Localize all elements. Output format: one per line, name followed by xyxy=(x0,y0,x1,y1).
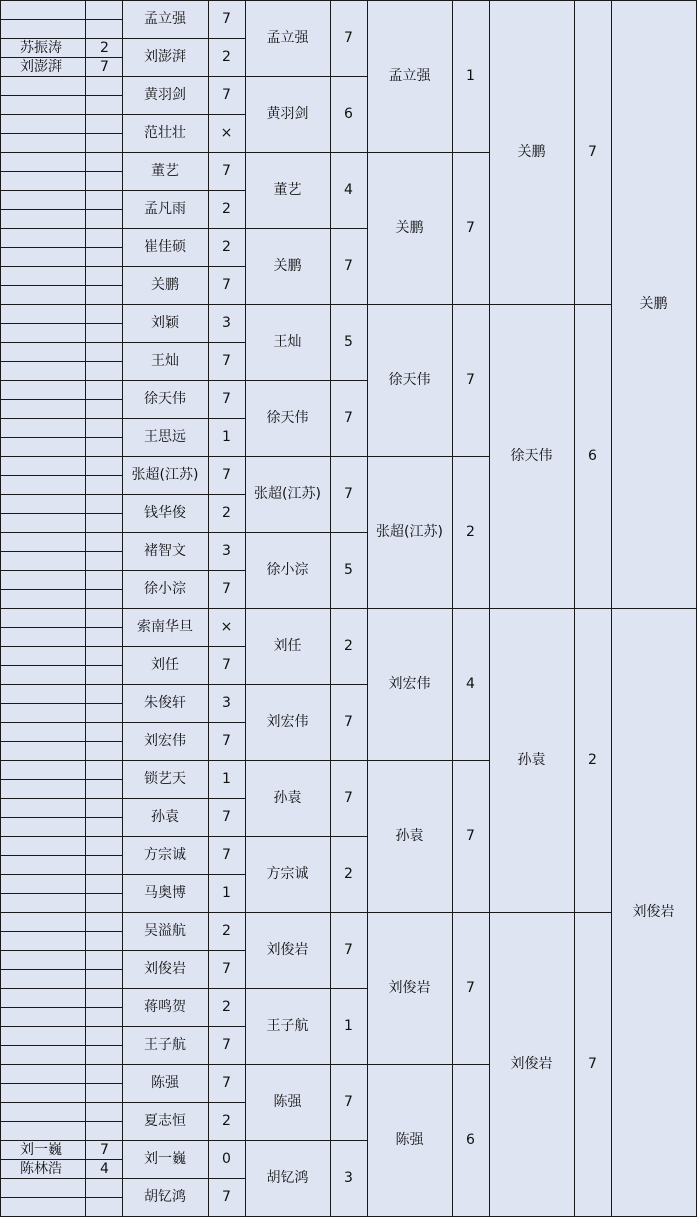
grid-hline xyxy=(0,855,122,856)
round-1-player-name: 马奥博 xyxy=(144,885,186,901)
grid-hline xyxy=(0,380,122,381)
round-3-player-name: 刘俊岩 xyxy=(388,980,431,996)
round-1-player-score: 7 xyxy=(222,467,231,483)
round-3-player-score: 7 xyxy=(466,980,475,996)
round-2-player-score: 7 xyxy=(344,942,353,958)
round-1-player-score: 7 xyxy=(222,657,231,673)
round-1-player-score: 1 xyxy=(222,429,231,445)
round-2-player-score: 7 xyxy=(344,714,353,730)
round-2-player-score: 7 xyxy=(344,258,353,274)
round-4-player-name: 孙袁 xyxy=(517,752,546,768)
round-1-player-score: 7 xyxy=(222,1075,231,1091)
round-1-player-score: 1 xyxy=(222,885,231,901)
round-1-player-name: 夏志恒 xyxy=(144,1113,186,1129)
round-4-player-score: 7 xyxy=(588,1056,597,1072)
round-1-player-score: 7 xyxy=(222,1189,231,1205)
grid-hline xyxy=(0,475,122,476)
grid-hline xyxy=(0,513,122,514)
grid-hline xyxy=(0,817,122,818)
round-1-player-name: 蒋鸣贺 xyxy=(144,999,186,1015)
round-2-player-score: 5 xyxy=(344,334,353,350)
grid-hline xyxy=(0,950,122,951)
round-1-player-score: 3 xyxy=(222,315,231,331)
round-2-player-name: 关鹏 xyxy=(273,258,302,274)
round-1-player-score: × xyxy=(220,125,233,141)
round-4-player-name: 徐天伟 xyxy=(510,448,553,464)
grid-hline xyxy=(0,1121,122,1122)
round-1-player-name: 刘俊岩 xyxy=(144,961,186,977)
round-1-player-score: 7 xyxy=(222,11,231,27)
round-4-player-score: 6 xyxy=(588,448,597,464)
round-1-player-name: 朱俊轩 xyxy=(144,695,186,711)
round-1-player-score: 1 xyxy=(222,771,231,787)
grid-hline xyxy=(0,779,122,780)
round-1-player-score: 7 xyxy=(222,391,231,407)
grid-hline xyxy=(0,266,122,267)
round-2-player-name: 刘宏伟 xyxy=(266,714,309,730)
round-1-player-name: 刘宏伟 xyxy=(144,733,186,749)
round-1-player-score: 7 xyxy=(222,1037,231,1053)
round-1-player-score: 3 xyxy=(222,543,231,559)
round-1-player-score: 7 xyxy=(222,277,231,293)
grid-hline xyxy=(0,304,122,305)
round-1-player-score: 2 xyxy=(222,201,231,217)
round-2-player-name: 王子航 xyxy=(266,1018,309,1034)
round-2-player-score: 1 xyxy=(344,1018,353,1034)
round-1-player-score: 7 xyxy=(222,87,231,103)
grid-hline xyxy=(0,532,122,533)
grid-hline xyxy=(0,931,122,932)
round-1-player-name: 关鹏 xyxy=(151,277,179,293)
round-2-player-name: 孟立强 xyxy=(266,30,309,46)
round-2-player-score: 3 xyxy=(344,1170,353,1186)
round-1-player-name: 方宗诚 xyxy=(144,847,186,863)
grid-hline xyxy=(0,551,122,552)
grid-hline xyxy=(0,722,122,723)
grid-hline xyxy=(0,893,122,894)
grid-hline xyxy=(0,114,122,115)
round-1-player-score: 7 xyxy=(222,353,231,369)
grid-hline xyxy=(0,76,122,77)
prelim-player-score: 7 xyxy=(100,1141,109,1158)
round-4-player-score: 2 xyxy=(588,752,597,768)
round-3-player-score: 6 xyxy=(466,1132,475,1148)
grid-hline xyxy=(0,741,122,742)
round-1-player-name: 锁艺天 xyxy=(144,771,186,787)
round-3-player-score: 1 xyxy=(466,68,475,84)
round-1-player-score: 7 xyxy=(222,809,231,825)
grid-hline xyxy=(0,1007,122,1008)
round-3-player-name: 孟立强 xyxy=(388,68,431,84)
grid-hline xyxy=(0,285,122,286)
grid-hline xyxy=(0,1064,122,1065)
round-2-player-name: 张超(江苏) xyxy=(254,486,321,502)
round-1-player-score: 7 xyxy=(222,581,231,597)
grid-hline xyxy=(0,19,122,20)
round-1-player-name: 范壮壮 xyxy=(144,125,186,141)
round-2-player-name: 刘任 xyxy=(273,638,302,654)
grid-hline xyxy=(0,418,122,419)
grid-hline xyxy=(0,1178,122,1179)
grid-hline xyxy=(0,912,122,913)
grid-hline xyxy=(0,437,122,438)
round-1-player-name: 张超(江苏) xyxy=(131,467,199,483)
round-1-player-score: 3 xyxy=(222,695,231,711)
round-2-player-name: 黄羽剑 xyxy=(266,106,309,122)
round-1-player-name: 黄羽剑 xyxy=(144,87,186,103)
grid-hline xyxy=(0,1102,122,1103)
grid-hline xyxy=(0,171,122,172)
round-3-player-score: 7 xyxy=(466,220,475,236)
grid-hline xyxy=(0,760,122,761)
round-1-player-score: 2 xyxy=(222,1113,231,1129)
round-2-player-name: 王灿 xyxy=(273,334,302,350)
round-1-player-name: 吴溢航 xyxy=(144,923,186,939)
round-1-player-score: 7 xyxy=(222,733,231,749)
round-3-player-score: 7 xyxy=(466,372,475,388)
round-1-player-score: 2 xyxy=(222,999,231,1015)
grid-hline xyxy=(0,342,122,343)
round-1-player-name: 钱华俊 xyxy=(144,505,186,521)
grid-hline xyxy=(0,399,122,400)
round-2-player-name: 方宗诚 xyxy=(266,866,309,882)
round-3-player-name: 关鹏 xyxy=(395,220,424,236)
round-1-player-name: 崔佳硕 xyxy=(144,239,186,255)
grid-hline xyxy=(0,1083,122,1084)
grid-hline xyxy=(0,874,122,875)
grid-hline xyxy=(0,190,122,191)
round-1-player-name: 索南华旦 xyxy=(137,619,193,635)
grid-hline xyxy=(0,133,122,134)
round-1-player-name: 刘一巍 xyxy=(144,1151,186,1167)
round-2-player-score: 7 xyxy=(344,410,353,426)
round-5-player-name: 关鹏 xyxy=(639,296,668,312)
round-2-player-name: 陈强 xyxy=(273,1094,302,1110)
round-4-player-name: 刘俊岩 xyxy=(510,1056,553,1072)
prelim-player-name: 刘一巍 xyxy=(20,1141,62,1158)
round-1-player-score: 0 xyxy=(222,1151,231,1167)
prelim-player-name: 刘澎湃 xyxy=(20,58,62,75)
round-4-player-score: 7 xyxy=(588,144,597,160)
grid-hline xyxy=(0,1026,122,1027)
grid-hline xyxy=(0,247,122,248)
grid-hline xyxy=(0,836,122,837)
prelim-player-name: 陈林浩 xyxy=(20,1160,62,1177)
round-2-player-name: 胡钇鸿 xyxy=(266,1170,309,1186)
grid-hline xyxy=(0,1045,122,1046)
round-2-player-score: 2 xyxy=(344,638,353,654)
round-1-player-score: 7 xyxy=(222,961,231,977)
round-2-player-score: 7 xyxy=(344,486,353,502)
grid-hline xyxy=(0,570,122,571)
round-5-player-name: 刘俊岩 xyxy=(632,904,675,920)
grid-hline xyxy=(0,1197,122,1198)
round-1-player-name: 徐小淙 xyxy=(144,581,186,597)
round-1-player-score: 2 xyxy=(222,505,231,521)
round-1-player-name: 褚智文 xyxy=(144,543,186,559)
grid-hline xyxy=(0,323,122,324)
round-1-player-score: × xyxy=(220,619,233,635)
round-1-player-name: 孟立强 xyxy=(144,11,186,27)
round-1-player-score: 2 xyxy=(222,49,231,65)
round-2-player-score: 2 xyxy=(344,866,353,882)
round-3-player-name: 陈强 xyxy=(395,1132,424,1148)
round-2-player-name: 孙袁 xyxy=(273,790,302,806)
round-1-player-name: 陈强 xyxy=(151,1075,179,1091)
round-1-player-name: 胡钇鸿 xyxy=(144,1189,186,1205)
prelim-player-name: 苏振涛 xyxy=(20,39,62,56)
round-1-player-name: 王子航 xyxy=(144,1037,186,1053)
grid-hline xyxy=(0,988,122,989)
grid-hline xyxy=(0,228,122,229)
round-2-player-name: 徐天伟 xyxy=(266,410,309,426)
round-2-player-name: 徐小淙 xyxy=(266,562,309,578)
round-3-player-name: 徐天伟 xyxy=(388,372,431,388)
round-2-player-score: 7 xyxy=(344,790,353,806)
round-2-player-score: 7 xyxy=(344,30,353,46)
round-1-player-name: 孙袁 xyxy=(151,809,179,825)
grid-hline xyxy=(0,0,122,1)
round-3-player-name: 刘宏伟 xyxy=(388,676,431,692)
round-1-player-name: 徐天伟 xyxy=(144,391,186,407)
grid-hline xyxy=(0,608,122,609)
round-3-player-name: 张超(江苏) xyxy=(376,524,443,540)
round-1-player-name: 刘颖 xyxy=(151,315,179,331)
round-1-player-name: 王思远 xyxy=(144,429,186,445)
round-1-player-name: 王灿 xyxy=(151,353,179,369)
round-1-player-name: 刘任 xyxy=(151,657,179,673)
grid-hline xyxy=(0,95,122,96)
round-1-player-name: 董艺 xyxy=(151,163,179,179)
round-2-player-name: 董艺 xyxy=(273,182,302,198)
grid-hline xyxy=(0,703,122,704)
round-4-player-name: 关鹏 xyxy=(517,144,546,160)
grid-hline xyxy=(0,665,122,666)
round-1-player-score: 2 xyxy=(222,239,231,255)
grid-hline xyxy=(0,152,122,153)
grid-hline xyxy=(0,798,122,799)
round-3-player-name: 孙袁 xyxy=(395,828,424,844)
round-3-player-score: 2 xyxy=(466,524,475,540)
grid-hline xyxy=(0,969,122,970)
round-1-player-name: 孟凡雨 xyxy=(144,201,186,217)
round-3-player-score: 4 xyxy=(466,676,475,692)
prelim-player-score: 7 xyxy=(100,58,109,75)
round-3-player-score: 7 xyxy=(466,828,475,844)
round-1-player-score: 7 xyxy=(222,163,231,179)
grid-hline xyxy=(0,589,122,590)
grid-hline xyxy=(0,209,122,210)
round-2-player-score: 7 xyxy=(344,1094,353,1110)
round-1-player-name: 刘澎湃 xyxy=(144,49,186,65)
grid-hline xyxy=(0,361,122,362)
round-2-player-score: 6 xyxy=(344,106,353,122)
round-2-player-score: 5 xyxy=(344,562,353,578)
prelim-player-score: 2 xyxy=(100,39,109,56)
grid-hline xyxy=(0,456,122,457)
round-2-player-name: 刘俊岩 xyxy=(266,942,309,958)
round-2-player-score: 4 xyxy=(344,182,353,198)
round-1-player-score: 7 xyxy=(222,847,231,863)
grid-hline xyxy=(0,494,122,495)
grid-hline xyxy=(0,684,122,685)
grid-hline xyxy=(0,646,122,647)
grid-hline xyxy=(0,627,122,628)
prelim-player-score: 4 xyxy=(100,1160,109,1177)
round-1-player-score: 2 xyxy=(222,923,231,939)
